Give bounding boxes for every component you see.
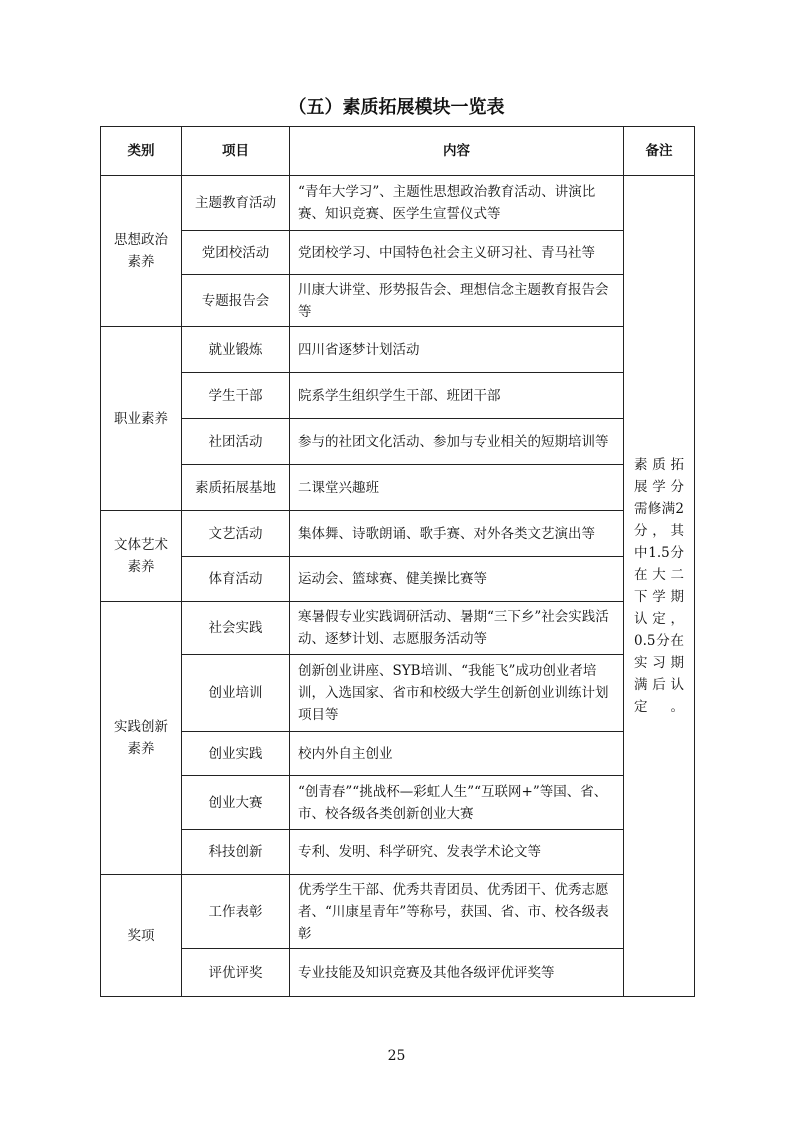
table-row [101, 776, 695, 830]
content-cell: 优秀学生干部、优秀共青团员、优秀团干、优秀志愿者、“川康星青年”等称号，获国、省、市、校各级表彰 [290, 875, 624, 949]
table-row [101, 830, 695, 875]
item-cell: 学生干部 [182, 373, 290, 419]
content-cell: 专业技能及知识竞赛及其他各级评优评奖等 [290, 949, 624, 997]
table-row [101, 275, 695, 327]
note-text: 素质拓展学分需修满2分，其中1.5分在大二下学期认定，0.5分在实习期满后认定。 [634, 457, 684, 715]
item-cell: 社会实践 [182, 602, 290, 655]
item-cell: 专题报告会 [182, 275, 290, 327]
table-row [101, 557, 695, 602]
table-row [101, 465, 695, 511]
table-row [101, 419, 695, 465]
quality-module-table [100, 126, 695, 997]
content-cell: 四川省逐梦计划活动 [290, 327, 624, 373]
table-row [101, 732, 695, 776]
item-cell: 主题教育活动 [182, 176, 290, 231]
content-cell: 集体舞、诗歌朗诵、歌手赛、对外各类文艺演出等 [290, 511, 624, 557]
content-cell: “青年大学习”、主题性思想政治教育活动、讲演比赛、知识竞赛、医学生宣誓仪式等 [290, 176, 624, 231]
item-cell: 创业实践 [182, 732, 290, 776]
table-row [101, 511, 695, 557]
item-cell: 创业培训 [182, 655, 290, 732]
item-cell: 素质拓展基地 [182, 465, 290, 511]
table-header-row [101, 127, 695, 176]
header-item: 项目 [182, 127, 290, 176]
header-category: 类别 [101, 127, 182, 176]
content-cell: 校内外自主创业 [290, 732, 624, 776]
category-cell: 文体艺术素养 [101, 511, 182, 602]
content-cell: 川康大讲堂、形势报告会、理想信念主题教育报告会等 [290, 275, 624, 327]
table-row [101, 602, 695, 655]
table-row [101, 875, 695, 949]
content-cell: 参与的社团文化活动、参加与专业相关的短期培训等 [290, 419, 624, 465]
item-cell: 文艺活动 [182, 511, 290, 557]
category-cell: 实践创新素养 [101, 602, 182, 875]
category-cell: 职业素养 [101, 327, 182, 511]
content-cell: “创青春”“挑战杯—彩虹人生”“互联网+”等国、省、市、校各级各类创新创业大赛 [290, 776, 624, 830]
header-note: 备注 [624, 127, 695, 176]
item-cell: 社团活动 [182, 419, 290, 465]
page-number: 25 [387, 1048, 406, 1064]
item-cell: 党团校活动 [182, 231, 290, 275]
content-cell: 二课堂兴趣班 [290, 465, 624, 511]
item-cell: 创业大赛 [182, 776, 290, 830]
table-row [101, 176, 695, 231]
item-cell: 就业锻炼 [182, 327, 290, 373]
content-cell: 院系学生组织学生干部、班团干部 [290, 373, 624, 419]
content-cell: 创新创业讲座、SYB培训、“我能飞”成功创业者培训，入选国家、省市和校级大学生创新创业训练计划项目等 [290, 655, 624, 732]
table-row [101, 949, 695, 997]
content-cell: 运动会、篮球赛、健美操比赛等 [290, 557, 624, 602]
item-cell: 科技创新 [182, 830, 290, 875]
note-cell [624, 176, 695, 997]
table-row [101, 327, 695, 373]
header-content: 内容 [290, 127, 624, 176]
table-row [101, 373, 695, 419]
category-cell: 思想政治素养 [101, 176, 182, 327]
category-cell: 奖项 [101, 875, 182, 997]
table-row [101, 655, 695, 732]
page-title: （五）素质拓展模块一览表 [288, 97, 505, 118]
table-row [101, 231, 695, 275]
content-cell: 党团校学习、中国特色社会主义研习社、青马社等 [290, 231, 624, 275]
item-cell: 工作表彰 [182, 875, 290, 949]
content-cell: 专利、发明、科学研究、发表学术论文等 [290, 830, 624, 875]
item-cell: 体育活动 [182, 557, 290, 602]
content-cell: 寒暑假专业实践调研活动、暑期“三下乡”社会实践活动、逐梦计划、志愿服务活动等 [290, 602, 624, 655]
item-cell: 评优评奖 [182, 949, 290, 997]
